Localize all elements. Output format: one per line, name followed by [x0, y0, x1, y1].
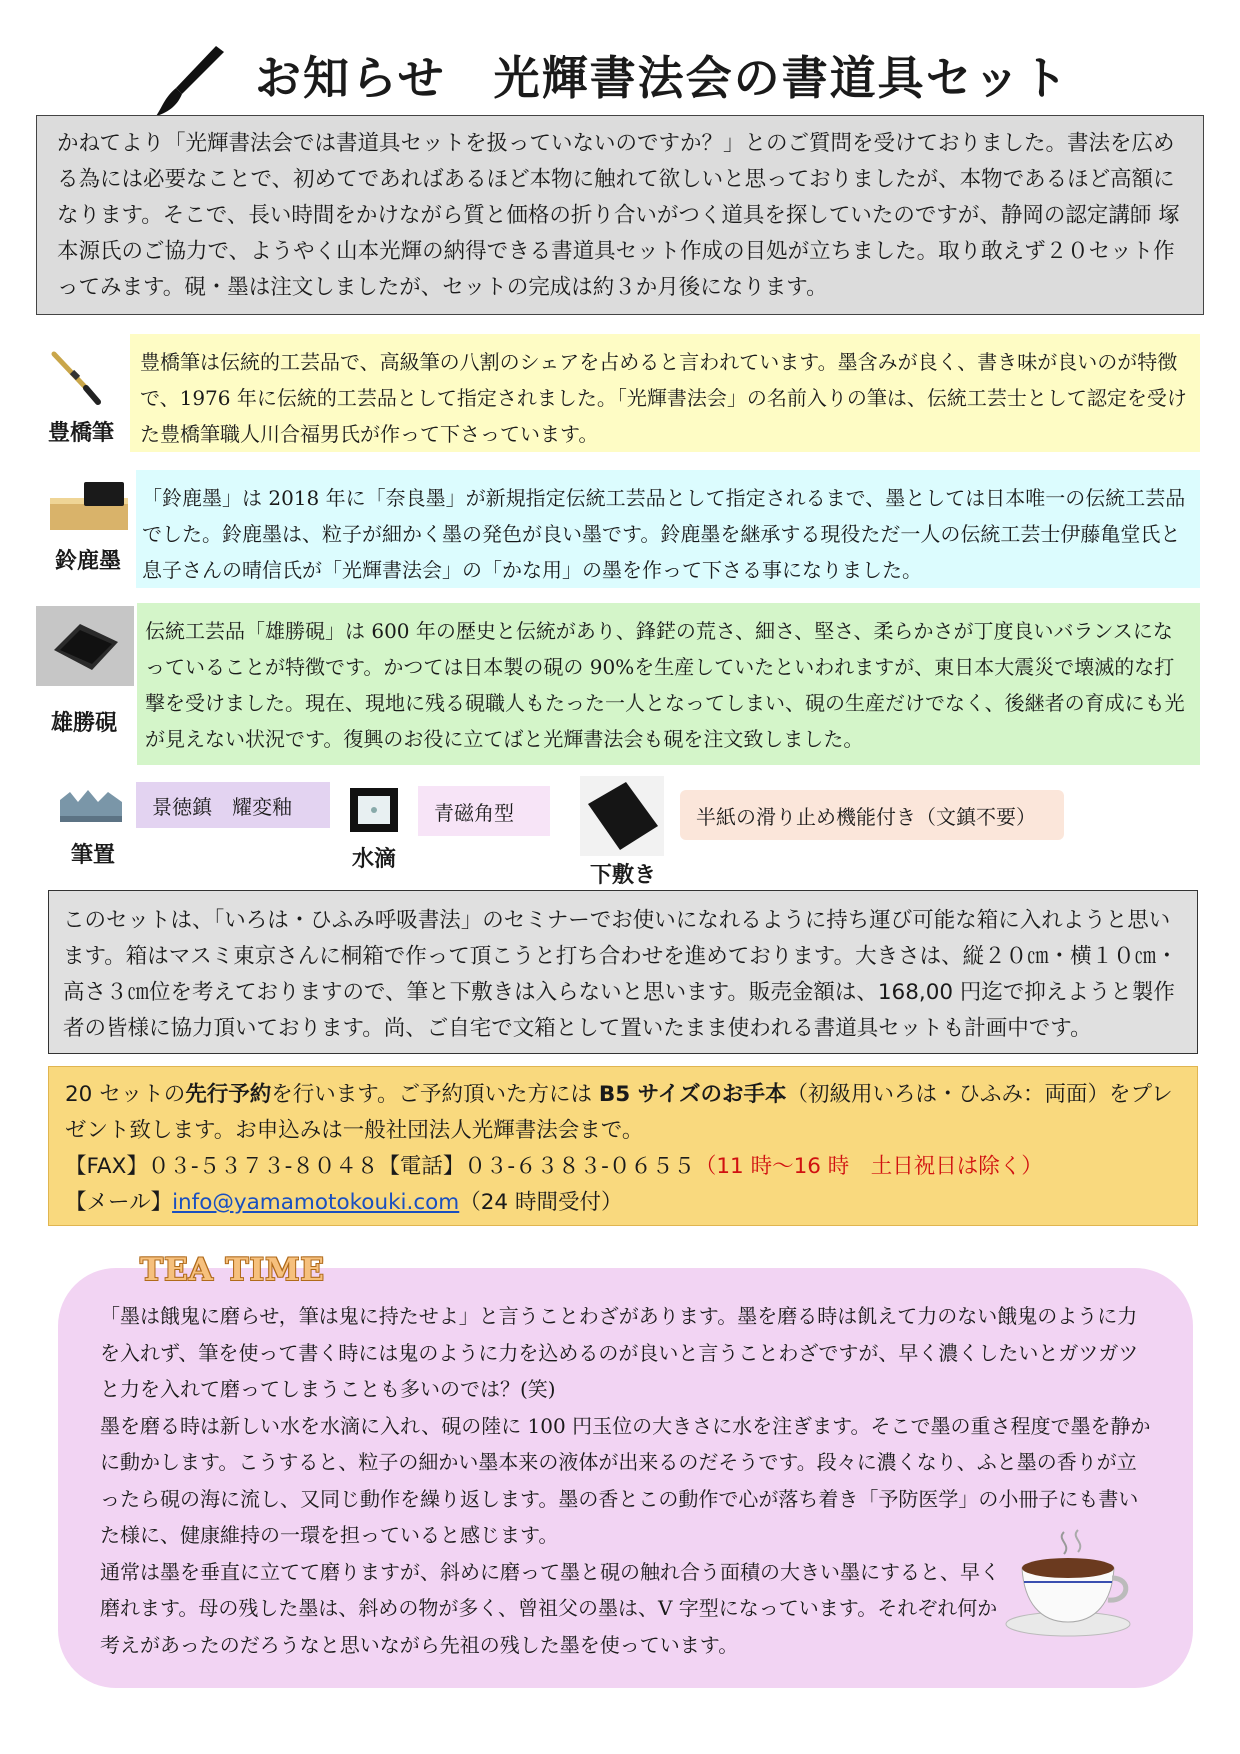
- sumi-ink-stick-icon: [50, 482, 128, 530]
- sumi-description: 「鈴鹿墨」は 2018 年に「奈良墨」が新規指定伝統工芸品として指定されるまで、墨としては日本唯一の伝統工芸品でした。鈴鹿墨は、粒子が細かく墨の発色が良い墨です。鈴鹿墨を継承する現役ただ一人の伝統工芸士伊藤亀堂氏と息子さんの晴信氏が「光輝書法会」の「かな用」の墨を作って下さる事になりました。: [142, 486, 1186, 582]
- suiteki-label: 水滴: [351, 847, 396, 872]
- suiteki-description-box: [418, 786, 550, 836]
- suzuri-description-box: [137, 603, 1200, 765]
- phone-hours: （11 時～16 時 土日祝日は除く）: [694, 1154, 1043, 1179]
- tea-time-paragraph-3: 通常は墨を垂直に立てて磨りますが、斜めに磨って墨と硯の触れ合う面積の大きい墨にすると、早く磨れます。母の残した墨は、斜めの物が多く、曾祖父の墨は、V 字型になっています。それぞれ何か考えがあったのだろうなと思いながら先祖の残した墨を使っています。: [100, 1559, 1000, 1657]
- shitajiki-description-box: [680, 790, 1064, 840]
- fude-label: 豊橋筆: [47, 421, 114, 446]
- brush-icon: [148, 42, 228, 120]
- suzuri-label: 雄勝硯: [50, 711, 117, 736]
- fudeoki-label: 筆置: [70, 843, 115, 868]
- fax-phone: 【FAX】０３-５３７３-８０４８【電話】０３-６３８３-０６５５: [65, 1154, 695, 1179]
- suiteki-water-dropper-icon: [350, 788, 398, 832]
- reservation-highlight-2: B5 サイズのお手本: [598, 1082, 787, 1107]
- fude-brush-icon: [48, 350, 102, 406]
- shitajiki-description: 半紙の滑り止め機能付き（文鎮不要）: [696, 804, 1036, 829]
- reservation-text-1: 20 セットの: [65, 1082, 186, 1107]
- mail-link[interactable]: info@yamamotokouki.com: [172, 1190, 460, 1215]
- suiteki-description: 青磁角型: [434, 800, 514, 825]
- mail-note: （24 時間受付）: [459, 1190, 623, 1215]
- intro-box: [36, 115, 1204, 315]
- fude-description: 豊橋筆は伝統的工芸品で、高級筆の八割のシェアを占めると言われています。墨含みが良く、書き味が良いのが特徴で、1976 年に伝統的工芸品として指定されました。「光輝書法会」の名前入りの筆は、伝統工芸士として認定を受けた豊橋筆職人川合福男氏が作って下さっています。: [140, 350, 1187, 446]
- intro-text: かねてより「光輝書法会では書道具セットを扱っていないのですか？」とのご質問を受けておりました。書法を広める為には必要なことで、初めてであればあるほど本物に触れて欲しいと思っておりましたが、本物であるほど高額になります。そこで、長い時間をかけながら質と価格の折り合いがつく道具を探していたのですが、静岡の認定講師 塚本源氏のご協力で、ようやく山本光輝の納得できる書道具セット作成の目処が立ちました。取り敢えず２０セット作ってみます。硯・墨は注文しましたが、セットの完成は約３か月後になります。: [57, 131, 1180, 300]
- tea-time-heading: TEA TIME: [140, 1252, 326, 1288]
- sumi-label: 鈴鹿墨: [54, 549, 121, 574]
- fudeoki-brush-rest-icon: [58, 786, 124, 826]
- mail-label: 【メール】: [65, 1190, 173, 1215]
- shitajiki-label: 下敷き: [589, 863, 656, 888]
- set-info-text: このセットは、「いろは・ひふみ呼吸書法」のセミナーでお使いになれるように持ち運び可能な箱に入れようと思います。箱はマスミ東京さんに桐箱で作って頂こうと打ち合わせを進めております。大きさは、縦２０㎝・横１０㎝・高さ３㎝位を考えておりますので、筆と下敷きは入らないと思います。販売金額は、168,00 円迄で抑えようと製作者の皆様に協力頂いております。尚、ご自宅で文箱として置いたまま使われる書道具セットも計画中です。: [63, 908, 1178, 1041]
- suzuri-description: 伝統工芸品「雄勝硯」は 600 年の歴史と伝統があり、鋒鋩の荒さ、細さ、堅さ、柔らかさが丁度良いバランスになっていることが特徴です。かつては日本製の硯の 90%を生産していたといわれますが、東日本大震災で壊滅的な打撃を受けました。現在、現地に残る硯職人もたった一人となってしまい、硯の生産だけでなく、後継者の育成にも光が見えない状況です。復興のお役に立てばと光輝書法会も硯を注文致しました。: [145, 619, 1185, 751]
- reservation-box: [48, 1066, 1198, 1226]
- tea-time-paragraph-2: 墨を磨る時は新しい水を水滴に入れ、硯の陸に 100 円玉位の大きさに水を注ぎます。そこで墨の重さ程度で墨を静かに動かします。こうすると、粒子の細かい墨本来の液体が出来るのだそうです。段々に濃くなり、ふと墨の香りが立ったら硯の海に流し、又同じ動作を繰り返します。墨の香とこの動作で心が落ち着き「予防医学」の小冊子にも書いた様に、健康維持の一環を担っていると感じます。: [100, 1413, 1151, 1547]
- reservation-text-2: を行います。ご予約頂いた方には: [271, 1082, 599, 1107]
- contact-phone-line: [65, 1149, 1181, 1185]
- reservation-intro: [65, 1077, 1181, 1149]
- tea-time-paragraph-1: 「墨は餓鬼に磨らせ，筆は鬼に持たせよ」と言うことわざがあります。墨を磨る時は飢えて力のない餓鬼のように力を入れず、筆を使って書く時には鬼のように力を込めるのが良いと言うことわざですが、早く濃くしたいとガツガツと力を入れて磨ってしまうことも多いのでは？(笑): [100, 1304, 1139, 1401]
- contact-mail-line: [65, 1185, 1181, 1221]
- shitajiki-mat-icon: [580, 776, 664, 856]
- fudeoki-description: 景徳鎮 耀変釉: [152, 794, 292, 819]
- suzuri-inkstone-icon: [36, 606, 134, 686]
- reservation-text-3: （初級用いろは・ひふみ：両面）をプレゼント致します。お申込みは一般社団法人光輝書法会まで。: [65, 1082, 1173, 1143]
- fude-description-box: [130, 334, 1200, 452]
- set-info-box: [48, 890, 1198, 1054]
- tea-cup-icon: [1004, 1528, 1134, 1638]
- page-title: お知らせ 光輝書法会の書道具セット: [255, 51, 1070, 105]
- sumi-description-box: [136, 470, 1200, 588]
- reservation-highlight-1: 先行予約: [185, 1082, 272, 1107]
- fudeoki-description-box: [136, 782, 330, 828]
